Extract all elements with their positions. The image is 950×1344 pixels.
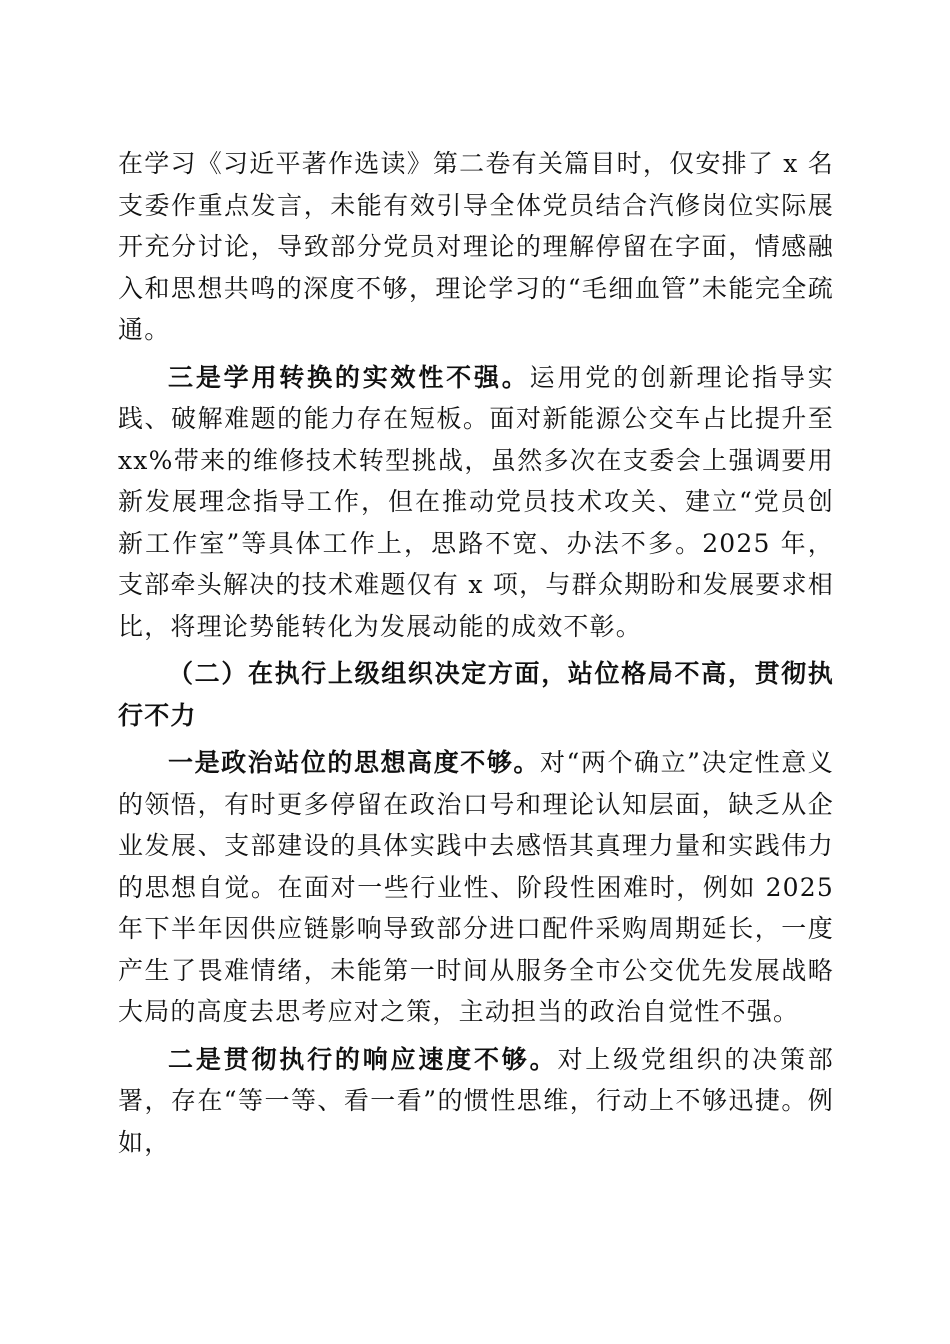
- document-body: [118, 143, 834, 1163]
- paragraph-lead: 三是学用转换的实效性不强。: [168, 362, 530, 392]
- section-heading-text: （二）在执行上级组织决定方面，站位格局不高，贯彻执行不力: [118, 659, 834, 730]
- paragraph-2: [118, 357, 834, 648]
- paragraph-lead: 一是政治站位的思想高度不够。: [168, 748, 540, 777]
- paragraph-text: 对上级党组织的决策部署，存在“等一等、看一看”的惯性思维，行动上不够迅捷。例如，: [118, 1044, 834, 1157]
- paragraph-1: [118, 143, 834, 351]
- paragraph-text: 运用党的创新理论指导实践、破解难题的能力存在短板。面对新能源公交车占比提升至 xx%带来的维修技术转型挑战，虽然多次在支委会上强调要用新发展理念指导工作，但在推动党员技术攻关、建立“党员创新工作室”等具体工作上，思路不宽、办法不多。2025 年，支部牵头解决的技术难题仅有 x 项，与群众期盼和发展要求相比，将理论势能转化为发展动能的成效不彰。: [118, 362, 834, 641]
- section-heading: [118, 653, 834, 736]
- paragraph-lead: 二是贯彻执行的响应速度不够。: [168, 1044, 558, 1074]
- paragraph-text: 对“两个确立”决定性意义的领悟，有时更多停留在政治口号和理论认知层面，缺乏从企业发展、支部建设的具体实践中去感悟其真理力量和实践伟力的思想自觉。在面对一些行业性、阶段性困难时，例如 2025 年下半年因供应链影响导致部分进口配件采购周期延长，一度产生了畏难情绪，未能第一时间从服务全市公交优先发展战略大局的高度去思考应对之策，主动担当的政治自觉性不强。: [118, 748, 834, 1026]
- paragraph-4: [118, 1039, 834, 1164]
- paragraph-3: [118, 742, 834, 1033]
- paragraph-text: 在学习《习近平著作选读》第二卷有关篇目时，仅安排了 x 名支委作重点发言，未能有效引导全体党员结合汽修岗位实际展开充分讨论，导致部分党员对理论的理解停留在字面，情感融入和思想共鸣的深度不够，理论学习的“毛细血管”未能完全疏通。: [118, 149, 834, 344]
